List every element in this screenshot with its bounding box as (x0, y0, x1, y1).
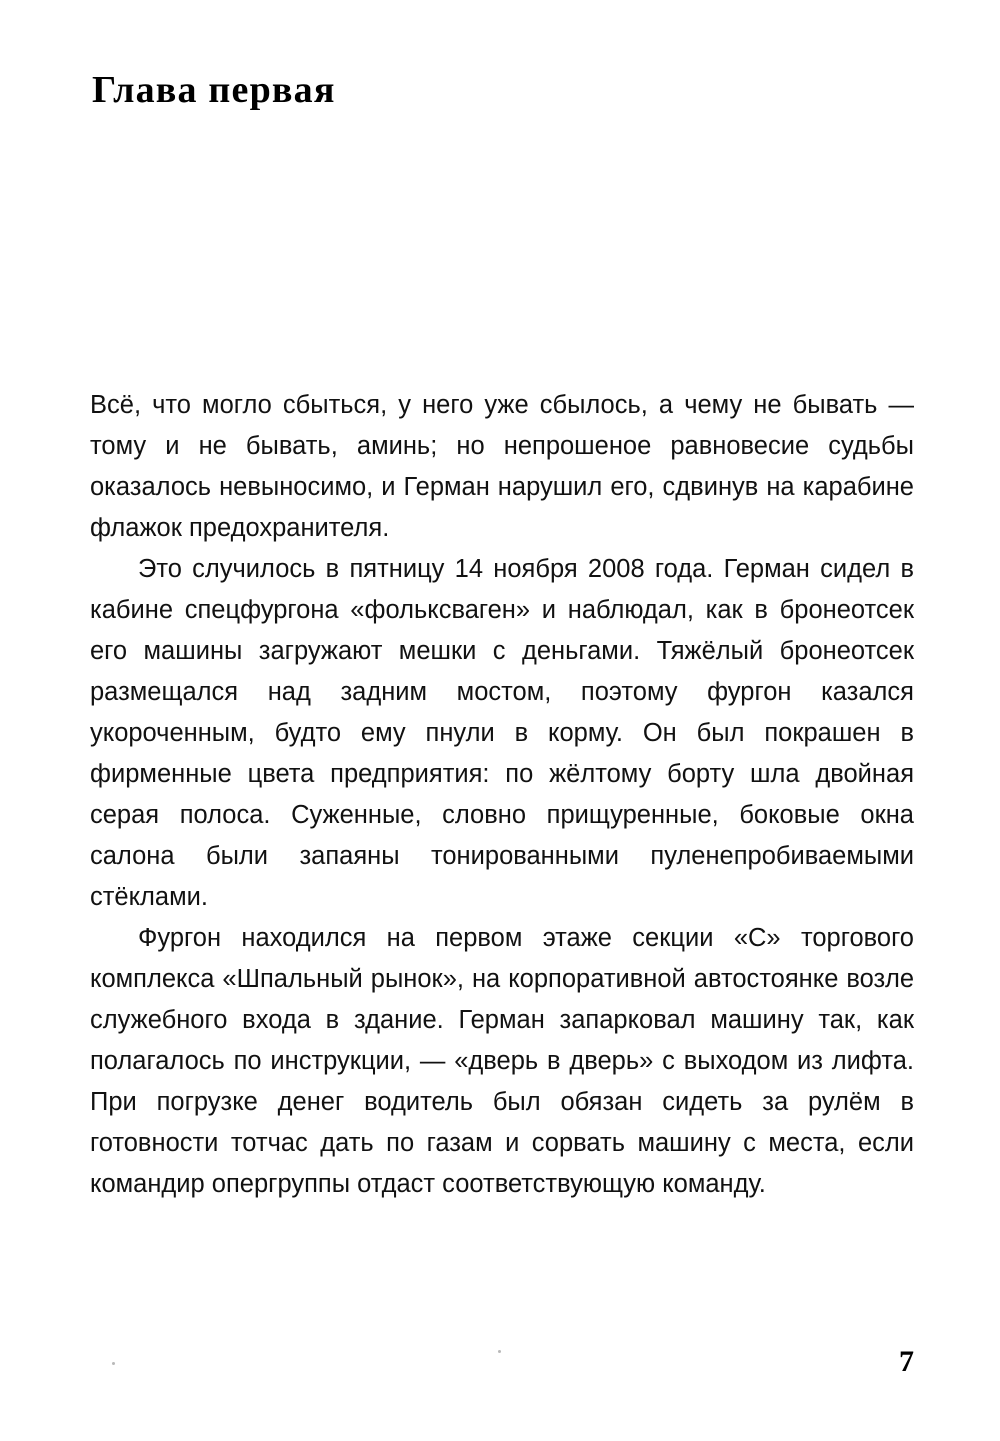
chapter-title: Глава первая (92, 69, 336, 111)
body-text (90, 385, 914, 1205)
page-speck (498, 1350, 501, 1353)
page-number: 7 (899, 1345, 914, 1378)
page-speck (112, 1362, 115, 1365)
paragraph: Всё, что могло сбыться, у него уже сбылось, а чему не бывать — тому и не бывать, аминь; но непрошеное равновесие судьбы оказалось невыносимо, и Герман нарушил его, сдвинув на карабине флажок предохранителя. (90, 391, 914, 542)
paragraph: Это случилось в пятницу 14 ноября 2008 года. Герман сидел в кабине спецфургона «фольксваген» и наблюдал, как в бронеотсек его машины загружают мешки с деньгами. Тяжёлый бронеотсек размещался над задним мостом, поэтому фургон казался укороченным, будто ему пнули в корму. Он был покрашен в фирменные цвета предприятия: по жёлтому борту шла двойная серая полоса. Суженные, словно прищуренные, боковые окна салона были запаяны тонированными пуленепробиваемыми стёклами. (90, 555, 914, 911)
paragraph: Фургон находился на первом этаже секции «С» торгового комплекса «Шпальный рынок», на корпоративной автостоянке возле служебного входа в здание. Герман запарковал машину так, как полагалось по инструкции, — «дверь в дверь» с выходом из лифта. При погрузке денег водитель был обязан сидеть за рулём в готовности тотчас дать по газам и сорвать машину с места, если командир опергруппы отдаст соответствующую команду. (90, 924, 914, 1198)
